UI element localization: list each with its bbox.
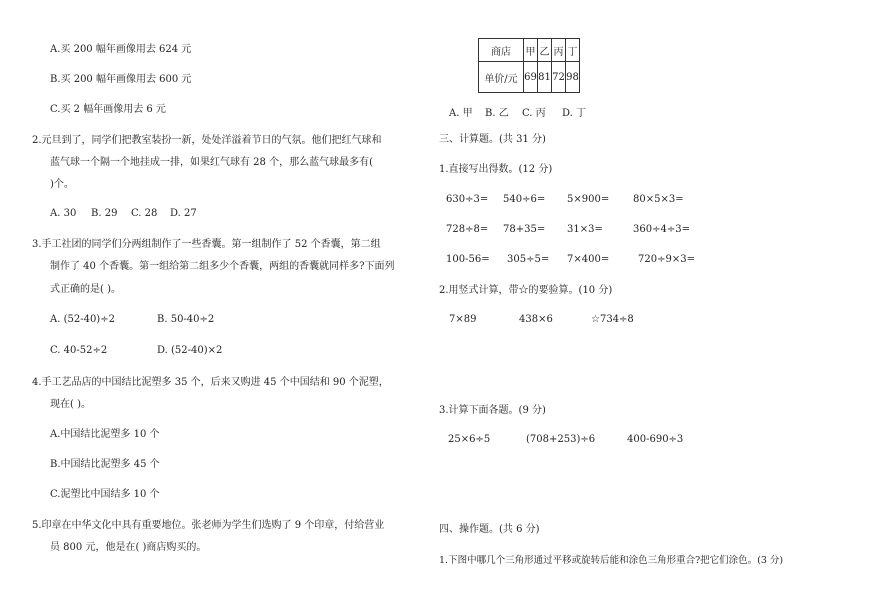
table-header-jia: 甲 [524,39,538,62]
table-header-ding: 丁 [566,39,580,62]
q2-line-2: 蓝气球一个隔一个地挂成一排，如果红气球有 28 个，那么蓝气球最多有( [50,157,373,168]
q3-option-a: A. (52-40)÷2 [50,314,115,325]
table-cell-yi: 81 [538,62,552,93]
calc-item: 31×3= [567,224,603,235]
part-3-title: 3.计算下面各题。(9 分) [439,405,546,416]
calc-item: 7×400= [567,254,610,265]
q3-line-1: 3.手工社团的同学们分两组制作了一些香囊。第一组制作了 52 个香囊，第二组 [32,239,381,250]
operation-1: 1.下图中哪几个三角形通过平移或旋转后能和涂色三角形重合?把它们涂色。(3 分) [439,555,784,566]
calc-item: 100-56= [446,254,490,265]
q3-option-c: C. 40-52÷2 [50,345,108,356]
q5-option-c: C. 丙 [522,108,546,119]
calc-item: 305÷5= [507,254,550,265]
q5-option-d: D. 丁 [562,108,587,119]
calc-item: 5×900= [567,194,610,205]
calc-item: 720÷9×3= [638,254,695,265]
q2-option-d: D. 27 [170,208,197,219]
calc-item: 630÷3= [446,194,489,205]
vertical-calc-item: 438×6 [519,314,553,325]
part-1-title: 1.直接写出得数。(12 分) [439,164,553,175]
price-table [478,38,580,93]
q4-option-b: B.中国结比泥塑多 45 个 [50,459,160,470]
q3-line-2: 制作了 40 个香囊。第一组给第二组多少个香囊，两组的香囊就同样多?下面列 [50,261,395,272]
q3-option-b: B. 50-40÷2 [157,314,215,325]
q2-option-b: B. 29 [91,208,118,219]
calc-item: (708+253)÷6 [526,434,596,445]
vertical-calc-item: ☆734÷8 [591,314,634,325]
calc-item: 78+35= [503,224,546,235]
calc-item: 540÷6= [503,194,546,205]
q5-option-a: A. 甲 [449,108,473,119]
table-header-yi: 乙 [538,39,552,62]
table-header-store: 商店 [479,39,524,62]
q1-option-b: B.买 200 幅年画像用去 600 元 [50,74,192,85]
q5-option-b: B. 乙 [485,108,509,119]
q1-option-c: C.买 2 幅年画像用去 6 元 [50,104,166,115]
q2-line-1: 2.元旦到了，同学们把教室装扮一新，处处洋溢着节日的气氛。他们把红气球和 [32,135,382,146]
calc-item: 400-690÷3 [627,434,684,445]
calc-item: 728÷8= [446,224,489,235]
q5-line-1: 5.印章在中华文化中具有重要地位。张老师为学生们选购了 9 个印章，付给营业 [32,520,385,531]
q5-line-2: 员 800 元，他是在( )商店购买的。 [50,542,207,553]
vertical-calc-item: 7×89 [449,314,477,325]
table-cell-bing: 72 [552,62,566,93]
q4-line-2: 现在( )。 [50,399,91,410]
q4-option-a: A.中国结比泥塑多 10 个 [50,429,160,440]
q3-option-d: D. (52-40)×2 [157,345,223,356]
calc-item: 360÷4÷3= [633,224,690,235]
q2-line-3: )个。 [50,179,74,190]
q1-option-a: A.买 200 幅年画像用去 624 元 [50,44,192,55]
q2-option-c: C. 28 [131,208,158,219]
table-cell-ding: 98 [566,62,580,93]
part-2-title: 2.用竖式计算，带☆的要验算。(10 分) [439,285,613,296]
table-row-label: 单价/元 [479,62,524,93]
q4-line-1: 4.手工艺品店的中国结比泥塑多 35 个，后来又购进 45 个中国结和 90 个泥塑， [32,377,389,388]
table-header-bing: 丙 [552,39,566,62]
q3-line-3: 式正确的是( )。 [50,284,121,295]
section-3-title: 三、计算题。(共 31 分) [439,134,546,145]
section-4-title: 四、操作题。(共 6 分) [439,524,540,535]
calc-item: 80×5×3= [633,194,684,205]
q4-option-c: C.泥塑比中国结多 10 个 [50,489,160,500]
table-cell-jia: 69 [524,62,538,93]
q2-option-a: A. 30 [50,208,77,219]
calc-item: 25×6÷5 [448,434,491,445]
